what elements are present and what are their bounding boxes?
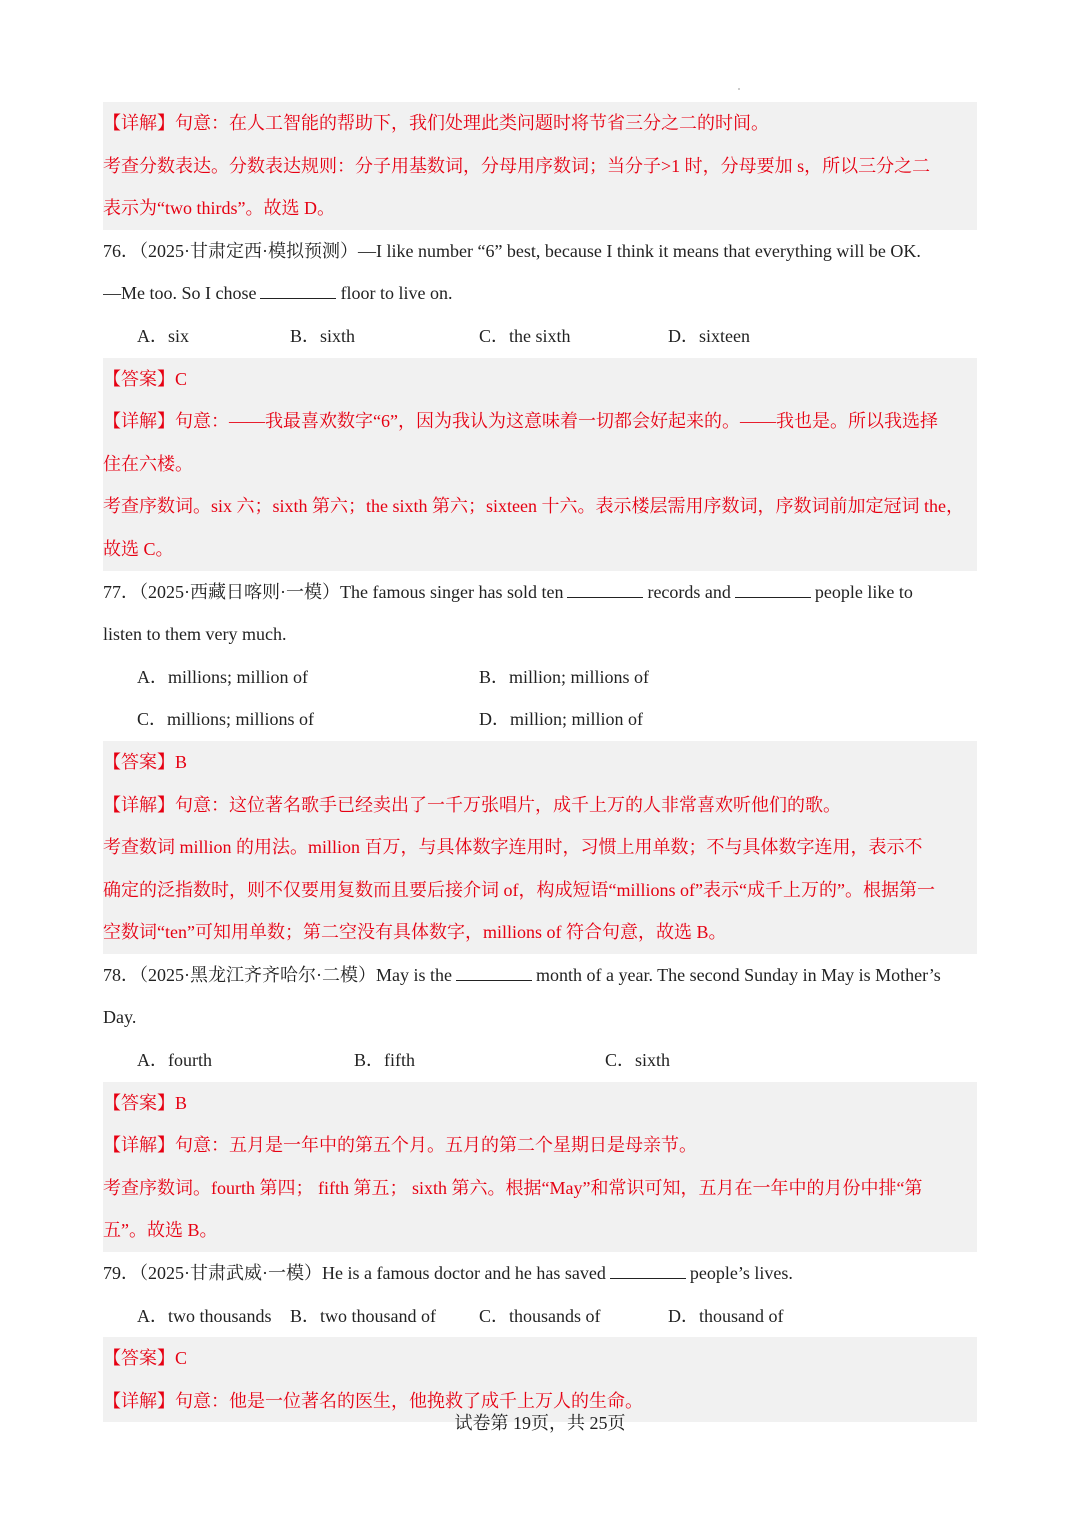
q79-answer: 【答案】C — [103, 1337, 977, 1380]
option-b: B．million; millions of — [479, 666, 650, 687]
q78-explanation-line1: 考查序数词。fourth 第四； fifth 第五； sixth 第六。根据“May”和常识可知，五月在一年中的月份中排“第 — [103, 1167, 977, 1210]
q77-stem-line1 — [103, 571, 977, 614]
q76-answer: 【答案】C — [103, 358, 977, 401]
option-c: C．thousands of — [479, 1305, 601, 1326]
option-b: B．fifth — [354, 1050, 415, 1071]
q75-explanation-line1: 考查分数表达。分数表达规则：分子用基数词，分母用序数词；当分子>1 时，分母要加 s，所以三分之二 — [103, 145, 977, 188]
q77-explanation-line3: 空数词“ten”可知用单数；第二空没有具体数字，millions of 符合句意，故选 B。 — [103, 911, 977, 954]
option-c: C．millions; millions of — [137, 709, 315, 730]
answer-blank — [735, 596, 811, 598]
option-b: B．sixth — [290, 325, 356, 346]
q76-options — [103, 315, 977, 358]
q76-detail-line1: 【详解】句意：——我最喜欢数字“6”，因为我认为这意味着一切都会好起来的。——我也是。所以我选择 — [103, 400, 977, 443]
q76-explanation-line2: 故选 C。 — [103, 528, 977, 571]
option-d: D．million; million of — [479, 709, 644, 730]
q75-explanation-line2: 表示为“two thirds”。故选 D。 — [103, 187, 977, 230]
answer-blank — [567, 596, 643, 598]
option-c: C．the sixth — [479, 325, 571, 346]
q77-detail: 【详解】句意：这位著名歌手已经卖出了一千万张唱片，成千上万的人非常喜欢听他们的歌。 — [103, 784, 977, 827]
option-a: A．six — [137, 325, 190, 346]
page-content — [103, 102, 977, 1422]
option-a: A．two thousands — [137, 1305, 272, 1326]
q78-detail: 【详解】句意：五月是一年中的第五个月。五月的第二个星期日是母亲节。 — [103, 1124, 977, 1167]
option-a: A．millions; million of — [137, 666, 309, 687]
q77-explanation-line1: 考查数词 million 的用法。million 百万，与具体数字连用时，习惯上用单数；不与具体数字连用，表示不 — [103, 826, 977, 869]
option-c: C．sixth — [605, 1050, 671, 1071]
q77-stem-line2: listen to them very much. — [103, 624, 287, 645]
option-d: D．sixteen — [668, 325, 750, 346]
scan-dot — [738, 88, 740, 90]
q76-stem-line1: 76．（2025·甘肃定西·模拟预测）—I like number “6” best, because I think it means that everything will be OK. — [103, 240, 921, 261]
q79-options — [103, 1295, 977, 1338]
q77-options-row1 — [103, 656, 977, 699]
q76-explanation-line1: 考查序数词。six 六；sixth 第六；the sixth 第六；sixteen 十六。表示楼层需用序数词，序数词前加定冠词 the， — [103, 485, 977, 528]
q79-stem-part-a: 79．（2025·甘肃武威·一模）He is a famous doctor and he has saved — [103, 1263, 606, 1284]
q77-options-row2 — [103, 698, 977, 741]
q76-stem-part-a: —Me too. So I chose — [103, 283, 257, 304]
q77-answer: 【答案】B — [103, 741, 977, 784]
option-a: A．fourth — [137, 1050, 212, 1071]
q78-answer: 【答案】B — [103, 1082, 977, 1125]
q77-stem-part-b: records and — [647, 581, 731, 602]
q79-stem-line1 — [103, 1252, 977, 1295]
q78-stem-line2: Day. — [103, 1007, 137, 1028]
q78-stem-part-a: 78．（2025·黑龙江齐齐哈尔·二模）May is the — [103, 964, 452, 985]
q77-stem-part-c: people like to — [814, 581, 913, 602]
page-footer: 试卷第 19页，共 25页 — [454, 1413, 626, 1433]
q75-detail: 【详解】句意：在人工智能的帮助下，我们处理此类问题时将节省三分之二的时间。 — [103, 102, 977, 145]
q79-stem-part-b: people’s lives. — [689, 1263, 793, 1284]
answer-blank — [456, 979, 532, 981]
answer-blank — [610, 1277, 686, 1279]
q78-stem-part-b: month of a year. The second Sunday in May is Mother’s — [535, 964, 941, 985]
q76-stem-part-b: floor to live on. — [340, 283, 453, 304]
q77-explanation-line2: 确定的泛指数时，则不仅要用复数而且要后接介词 of，构成短语“millions of”表示“成千上万的”。根据第一 — [103, 869, 977, 912]
q78-stem-line1 — [103, 954, 977, 997]
answer-blank — [260, 297, 336, 299]
q77-stem-part-a: 77．（2025·西藏日喀则·一模）The famous singer has sold ten — [103, 581, 564, 602]
option-b: B．two thousand of — [290, 1305, 436, 1326]
q78-explanation-line2: 五”。故选 B。 — [103, 1209, 977, 1252]
q76-stem-line2 — [103, 272, 977, 315]
q76-detail-line2: 住在六楼。 — [103, 443, 977, 486]
q78-options — [103, 1039, 977, 1082]
q79-detail: 【详解】句意：他是一位著名的医生，他挽救了成千上万人的生命。 — [103, 1380, 977, 1423]
option-d: D．thousand of — [668, 1305, 784, 1326]
